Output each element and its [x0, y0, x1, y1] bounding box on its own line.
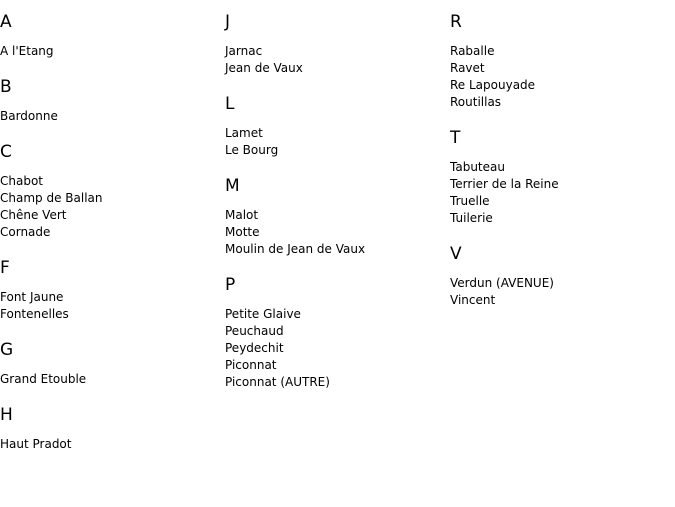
- street-link[interactable]: Tuilerie: [450, 211, 493, 225]
- street-link[interactable]: Peuchaud: [225, 324, 284, 338]
- street-link[interactable]: Verdun (AVENUE): [450, 276, 554, 290]
- street-link[interactable]: Le Bourg: [225, 143, 279, 157]
- street-link[interactable]: Jarnac: [225, 44, 263, 58]
- letter-group-l: [225, 94, 445, 159]
- letter-heading: J: [225, 12, 231, 32]
- street-link[interactable]: Jean de Vaux: [225, 61, 303, 75]
- letter-group-t: [450, 128, 670, 227]
- street-list: [0, 289, 220, 323]
- street-link[interactable]: Ravet: [450, 61, 485, 75]
- street-link[interactable]: Font Jaune: [0, 290, 64, 304]
- street-link[interactable]: Moulin de Jean de Vaux: [225, 242, 366, 256]
- letter-heading: L: [225, 94, 235, 114]
- street-list: [450, 275, 670, 309]
- letter-heading: M: [225, 176, 240, 196]
- street-link[interactable]: Lamet: [225, 126, 263, 140]
- letter-group-f: [0, 258, 220, 323]
- index-column-1: [0, 0, 220, 453]
- letter-heading: V: [450, 244, 462, 264]
- street-list: [450, 159, 670, 227]
- letter-group-p: [225, 275, 445, 391]
- street-link[interactable]: Grand Etouble: [0, 372, 87, 386]
- street-link[interactable]: Terrier de la Reine: [450, 177, 559, 191]
- index-column-3: [450, 0, 670, 309]
- letter-heading: P: [225, 275, 236, 295]
- letter-heading: F: [0, 258, 10, 278]
- street-link[interactable]: Truelle: [450, 194, 490, 208]
- street-link[interactable]: Tabuteau: [450, 160, 505, 174]
- street-link[interactable]: Bardonne: [0, 109, 58, 123]
- street-link[interactable]: Cornade: [0, 225, 51, 239]
- street-link[interactable]: Vincent: [450, 293, 496, 307]
- street-link[interactable]: Piconnat: [225, 358, 277, 372]
- street-list: [225, 306, 445, 391]
- street-link[interactable]: Fontenelles: [0, 307, 69, 321]
- letter-group-b: [0, 77, 220, 125]
- street-link[interactable]: Chabot: [0, 174, 44, 188]
- street-list: [0, 43, 220, 60]
- letter-heading: H: [0, 405, 13, 425]
- street-list: [0, 371, 220, 388]
- street-list: [0, 173, 220, 241]
- street-link[interactable]: Malot: [225, 208, 259, 222]
- street-link[interactable]: A l'Etang: [0, 44, 54, 58]
- letter-group-g: [0, 340, 220, 388]
- street-link[interactable]: Re Lapouyade: [450, 78, 536, 92]
- street-link[interactable]: Piconnat (AUTRE): [225, 375, 330, 389]
- street-link[interactable]: Routillas: [450, 95, 502, 109]
- street-list: [225, 43, 445, 77]
- letter-group-h: [0, 405, 220, 453]
- letter-group-m: [225, 176, 445, 258]
- letter-heading: C: [0, 142, 12, 162]
- street-link[interactable]: Motte: [225, 225, 260, 239]
- letter-heading: B: [0, 77, 12, 97]
- street-list: [225, 125, 445, 159]
- street-link[interactable]: Chêne Vert: [0, 208, 67, 222]
- letter-heading: G: [0, 340, 14, 360]
- letter-group-c: [0, 142, 220, 241]
- letter-heading: T: [450, 128, 461, 148]
- street-link[interactable]: Haut Pradot: [0, 437, 72, 451]
- street-link[interactable]: Raballe: [450, 44, 495, 58]
- street-list: [0, 436, 220, 453]
- letter-group-a: [0, 12, 220, 60]
- street-link[interactable]: Champ de Ballan: [0, 191, 103, 205]
- letter-heading: R: [450, 12, 462, 32]
- street-link[interactable]: Petite Glaive: [225, 307, 301, 321]
- street-list: [450, 43, 670, 111]
- letter-heading: A: [0, 12, 12, 32]
- letter-group-r: [450, 12, 670, 111]
- street-list: [225, 207, 445, 258]
- street-list: [0, 108, 220, 125]
- letter-group-j: [225, 12, 445, 77]
- letter-group-v: [450, 244, 670, 309]
- street-link[interactable]: Peydechit: [225, 341, 284, 355]
- index-column-2: [225, 0, 445, 391]
